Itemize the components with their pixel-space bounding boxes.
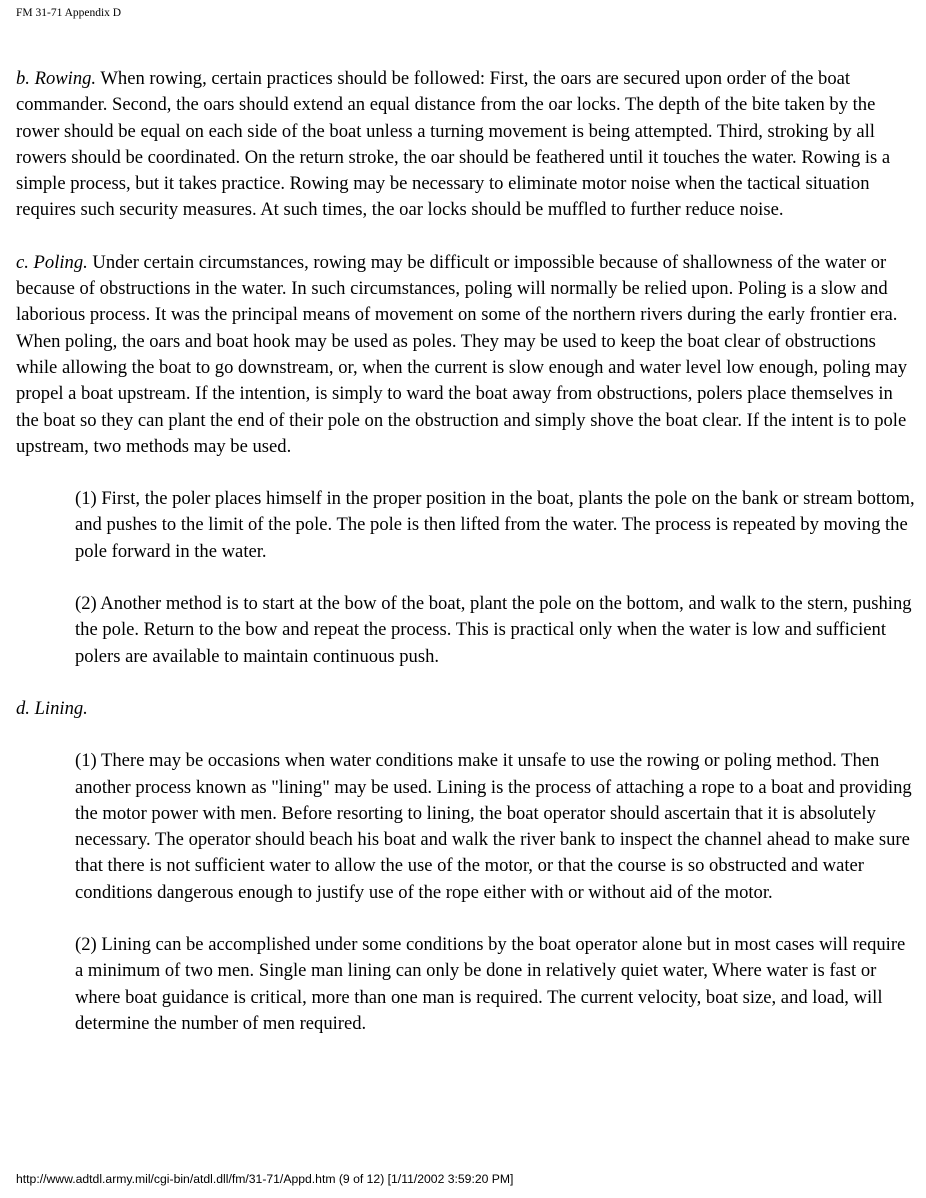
paragraph-spacer: [16, 722, 916, 748]
document-body: [16, 66, 916, 1037]
rowing-text: When rowing, certain practices should be followed: First, the oars are secured upon order of the boat commander. Second, the oars should extend an equal distance from the oar locks. The depth of the bite taken by the rower should be equal on each side of the boat unless a turning movement is being attempted. Third, stroking by all rowers should be coordinated. On the return stroke, the oar should be feathered until it touches the water. Rowing is a simple process, but it takes practice. Rowing may be necessary to eliminate motor noise when the tactical situation requires such security measures. At such times, the oar locks should be muffled to further reduce noise.: [16, 68, 891, 221]
poling-item-2: (2) Another method is to start at the bow of the boat, plant the pole on the bottom, and walk to the stern, pushing the pole. Return to the bow and repeat the process. This is practical only when the water is low and sufficient polers are available to maintain continuous push.: [75, 593, 912, 667]
lining-item-1: (1) There may be occasions when water conditions make it unsafe to use the rowing or poling method. Then another process known as "lining" may be used. Lining is the process of attaching a rope to a boat and providing the motor power with men. Before resorting to lining, the boat operator should ascertain that it is absolutely necessary. The operator should beach his boat and walk the river bank to inspect the channel ahead to make sure that there is not sufficient water to allow the use of the motor, or that the course is so obstructed and water conditions dangerous enough to justify use of the rope either with or without aid of the motor.: [75, 750, 912, 903]
page-header: FM 31-71 Appendix D: [16, 7, 122, 19]
paragraph-rowing: [16, 66, 916, 224]
paragraph-spacer: [16, 460, 916, 486]
heading-poling: c. Poling.: [16, 251, 88, 273]
paragraph-spacer: [16, 565, 916, 591]
poling-text: Under certain circumstances, rowing may be difficult or impossible because of shallowness of the water or because of obstructions in the water. In such circumstances, poling will normally be relied upon. Poling is a slow and laborious process. It was the principal means of movement on some of the northern rivers during the early frontier era. When poling, the oars and boat hook may be used as poles. They may be used to keep the boat clear of obstructions while allowing the boat to go downstream, or, when the current is slow enough and water level low enough, poling may propel a boat upstream. If the intention, is simply to ward the boat away from obstructions, polers place themselves in the boat so they can plant the end of their pole on the obstruction and simply shove the boat clear. If the intent is to pole upstream, two methods may be used.: [16, 251, 908, 457]
poling-item-1: (1) First, the poler places himself in the proper position in the boat, plants the pole on the bank or stream bottom, and pushes to the limit of the pole. The pole is then lifted from the water. The process is repeated by moving the pole forward in the water.: [75, 488, 915, 562]
heading-rowing: b. Rowing.: [16, 68, 97, 89]
paragraph-spacer: [16, 224, 916, 250]
paragraph-poling: [16, 250, 916, 460]
lining-item-2: (2) Lining can be accomplished under some conditions by the boat operator alone but in most cases will require a minimum of two men. Single man lining can only be done in relatively quiet water, Where water is fast or where boat guidance is critical, more than one man is required. The current velocity, boat size, and load, will determine the number of men required.: [75, 934, 906, 1034]
paragraph-spacer: [16, 906, 916, 932]
paragraph-spacer: [16, 670, 916, 696]
paragraph-lining: [16, 696, 916, 722]
page-footer-source: http://www.adtdl.army.mil/cgi-bin/atdl.dll/fm/31-71/Appd.htm (9 of 12) [1/11/2002 3:59:20 PM]: [16, 1172, 514, 1186]
heading-lining: d. Lining.: [16, 697, 88, 719]
